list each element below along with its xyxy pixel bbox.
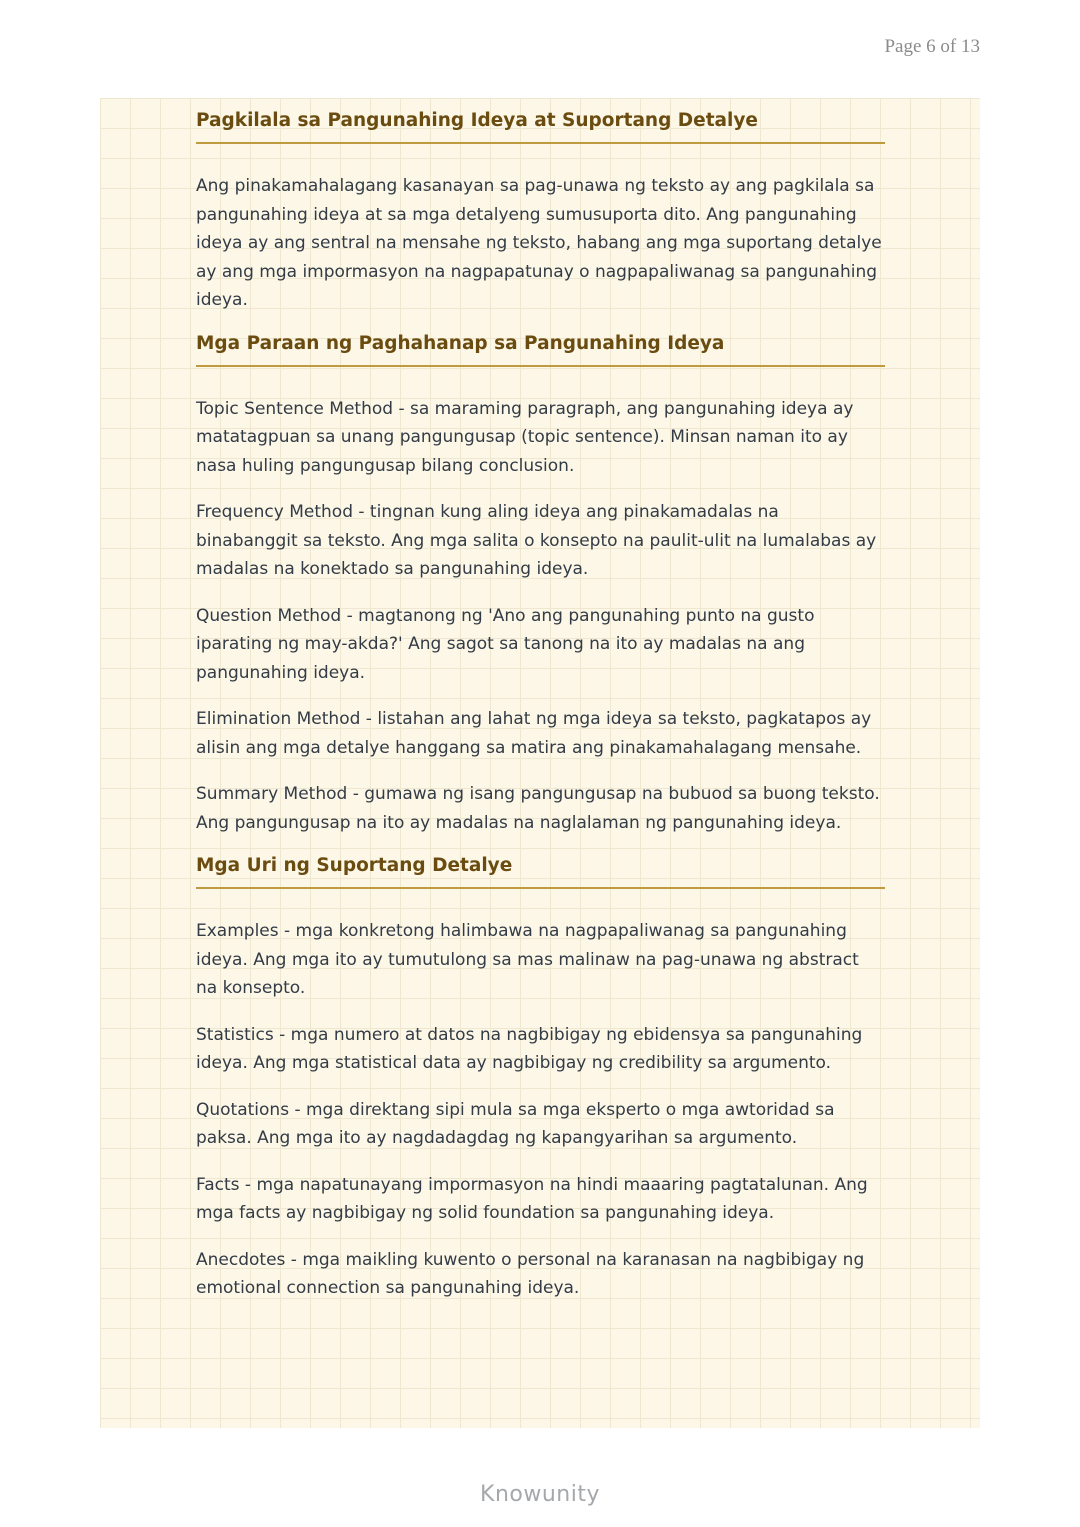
paragraph: Quotations - mga direktang sipi mula sa mga eksperto o mga awtoridad sa paksa. Ang mga ito ay nagdadagdag ng kapangyarihan sa argumento. <box>196 1099 835 1148</box>
footer-brand: Knowunity <box>480 1482 600 1507</box>
paragraph: Statistics - mga numero at datos na nagbibigay ng ebidensya sa pangunahing ideya. Ang mga statistical data ay nagbibigay ng credibility sa argumento. <box>196 1024 863 1073</box>
paragraph: Topic Sentence Method - sa maraming paragraph, ang pangunahing ideya ay matatagpuan sa unang pangungusap (topic sentence). Minsan naman ito ay nasa huling pangungusap bilang conclusion. <box>196 398 854 476</box>
paragraph: Anecdotes - mga maikling kuwento o personal na karanasan na nagbibigay ng emotional connection sa pangunahing ideya. <box>196 1249 865 1298</box>
section-heading: Mga Uri ng Suportang Detalye <box>196 855 885 889</box>
notes-paper <box>100 98 980 1428</box>
section-heading: Mga Paraan ng Paghahanap sa Pangunahing Ideya <box>196 333 885 367</box>
paragraph: Facts - mga napatunayang impormasyon na hindi maaaring pagtatalunan. Ang mga facts ay nagbibigay ng solid foundation sa pangunahing ideya. <box>196 1174 868 1223</box>
document-content <box>100 98 980 1303</box>
paragraph: Frequency Method - tingnan kung aling ideya ang pinakamadalas na binabanggit sa teksto. Ang mga salita o konsepto na paulit-ulit na lumalabas ay madalas na konektado sa pangunahing ideya. <box>196 502 877 579</box>
paragraph: Summary Method - gumawa ng isang pangungusap na bubuod sa buong teksto. Ang pangungusap na ito ay madalas na naglalaman ng pangunahing ideya. <box>196 784 880 833</box>
section-heading: Pagkilala sa Pangunahing Ideya at Suportang Detalye <box>196 110 885 144</box>
paragraph: Question Method - magtanong ng 'Ano ang pangunahing punto na gusto iparating ng may-akda?' Ang sagot sa tanong na ito ay madalas na ang pangunahing ideya. <box>196 605 815 683</box>
paragraph: Examples - mga konkretong halimbawa na nagpapaliwanag sa pangunahing ideya. Ang mga ito ay tumutulong sa mas malinaw na pag-unawa ng abstract na konsepto. <box>196 921 859 998</box>
paragraph: Ang pinakamahalagang kasanayan sa pag-unawa ng teksto ay ang pagkilala sa pangunahing ideya at sa mga detalyeng sumusuporta dito. Ang pangunahing ideya ay ang sentral na mensahe ng teksto, habang ang mga suportang detalye ay ang mga impormasyon na nagpapatunay o nagpapaliwanag sa pangunahing ideya. <box>196 176 882 310</box>
page-indicator: Page 6 of 13 <box>884 36 980 57</box>
paragraph: Elimination Method - listahan ang lahat ng mga ideya sa teksto, pagkatapos ay alisin ang mga detalye hanggang sa matira ang pinakamahalagang mensahe. <box>196 709 872 758</box>
